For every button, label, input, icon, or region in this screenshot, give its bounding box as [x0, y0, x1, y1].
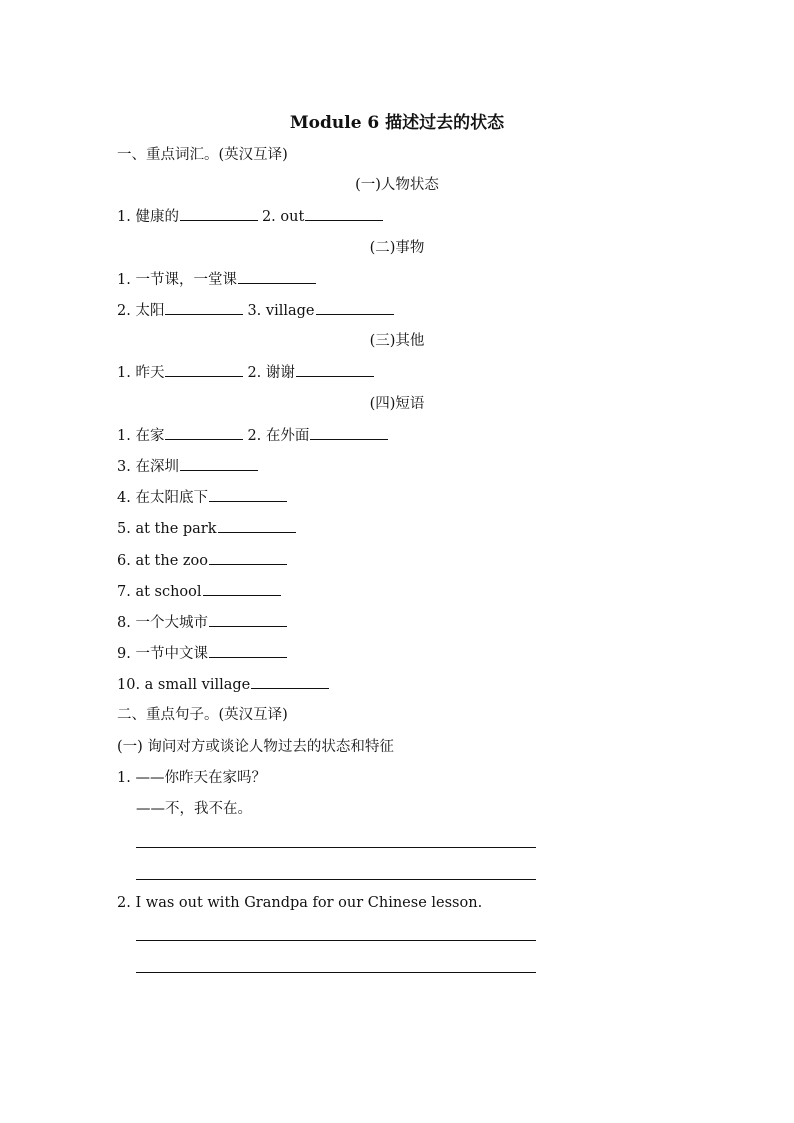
answer-line[interactable] — [136, 940, 536, 941]
answer-blank[interactable] — [209, 550, 287, 565]
subheading-people-status: (一)人物状态 — [355, 177, 439, 193]
answer-line[interactable] — [136, 879, 536, 880]
answer-blank[interactable] — [310, 425, 388, 440]
answer-blank[interactable] — [305, 206, 383, 221]
answer-blank[interactable] — [296, 362, 374, 377]
item-label: 2. 太阳 — [117, 303, 165, 319]
page-title: Module 6 描述过去的状态 — [289, 113, 505, 133]
item-label: 2. 谢谢 — [247, 365, 295, 381]
answer-blank[interactable] — [316, 300, 394, 315]
item-label: 2. 在外面 — [247, 428, 310, 444]
answer-blank[interactable] — [203, 581, 281, 596]
item-label: 4. 在太阳底下 — [117, 490, 208, 506]
answer-blank[interactable] — [251, 674, 329, 689]
item-label: 1. 昨天 — [117, 365, 165, 381]
answer-blank[interactable] — [209, 643, 287, 658]
answer-blank[interactable] — [180, 456, 258, 471]
phrase-row — [117, 487, 287, 508]
answer-line[interactable] — [136, 972, 536, 973]
vocab-row-5 — [117, 425, 388, 446]
section1-heading: 一、重点词汇。(英汉互译) — [117, 147, 288, 163]
answer-blank[interactable] — [165, 362, 243, 377]
answer-blank[interactable] — [165, 300, 243, 315]
item-label: 3. 在深圳 — [117, 459, 179, 475]
item-label: 1. 在家 — [117, 428, 165, 444]
subheading-phrases: (四)短语 — [369, 396, 425, 412]
item-label: 2. out — [261, 209, 305, 225]
item-label: 8. 一个大城市 — [117, 615, 208, 631]
subheading-other: (三)其他 — [369, 333, 425, 349]
phrase-row — [117, 581, 281, 602]
item-label: 9. 一节中文课 — [117, 646, 208, 662]
section2-heading: 二、重点句子。(英汉互译) — [117, 707, 288, 723]
phrase-row — [117, 456, 258, 477]
item-label: 3. village — [247, 303, 315, 319]
answer-blank[interactable] — [209, 612, 287, 627]
phrase-row — [117, 674, 329, 695]
vocab-row-2 — [117, 269, 316, 290]
subheading-things: (二)事物 — [369, 240, 425, 256]
item-label: 5. at the park — [117, 521, 217, 537]
question-1-line-1: 1. ——你昨天在家吗？ — [117, 770, 266, 786]
question-2: 2. I was out with Grandpa for our Chinese lesson. — [117, 895, 483, 911]
answer-blank[interactable] — [238, 269, 316, 284]
item-label: 7. at school — [117, 584, 202, 600]
answer-blank[interactable] — [180, 206, 258, 221]
section2-subheading: (一) 询问对方或谈论人物过去的状态和特征 — [117, 739, 394, 755]
answer-blank[interactable] — [209, 487, 287, 502]
question-1-line-2: ——不，我不在。 — [136, 801, 252, 817]
phrase-row — [117, 643, 287, 664]
item-label: 1. 健康的 — [117, 209, 179, 225]
vocab-row-4 — [117, 362, 374, 383]
answer-blank[interactable] — [165, 425, 243, 440]
item-label: 10. a small village — [117, 677, 251, 693]
answer-blank[interactable] — [218, 518, 296, 533]
vocab-row-1 — [117, 206, 383, 227]
phrase-row — [117, 518, 296, 539]
vocab-row-3 — [117, 300, 394, 321]
phrase-row — [117, 612, 287, 633]
phrase-row — [117, 550, 287, 571]
item-label: 1. 一节课，一堂课 — [117, 272, 237, 288]
answer-line[interactable] — [136, 847, 536, 848]
item-label: 6. at the zoo — [117, 553, 208, 569]
